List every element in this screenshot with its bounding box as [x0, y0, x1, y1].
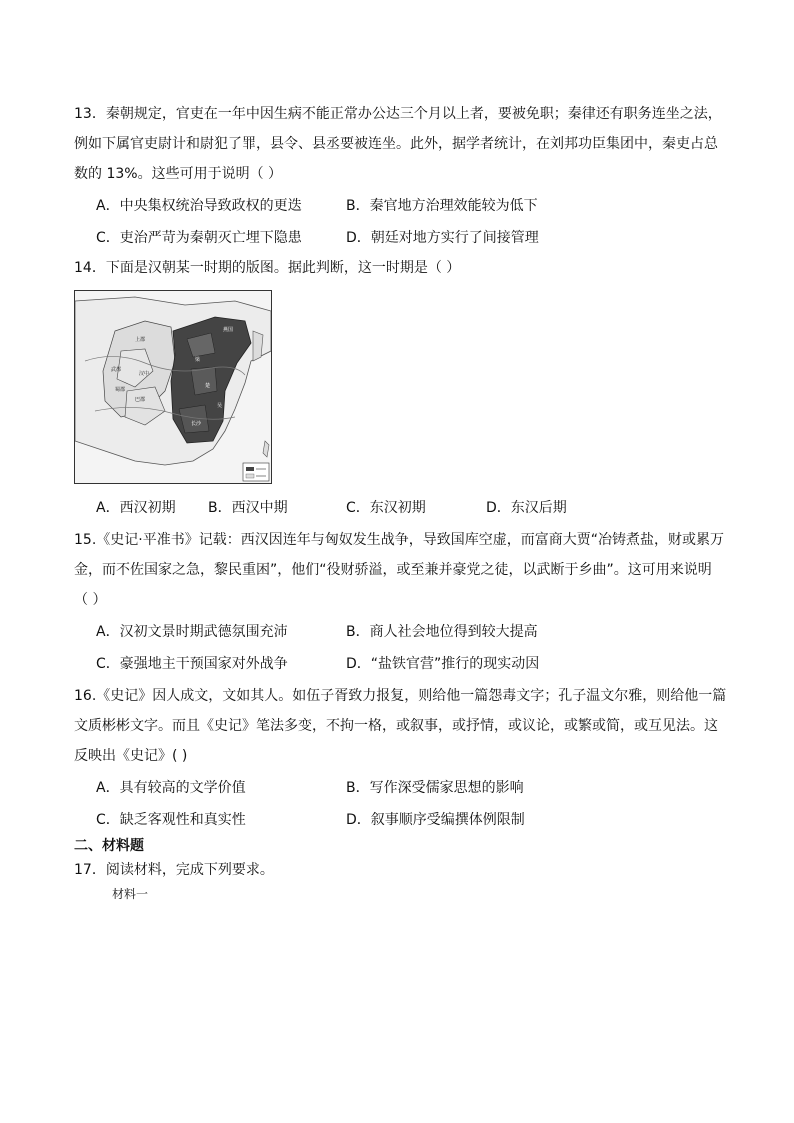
map-label-chu: 楚 [205, 383, 211, 389]
q14-stem: 14．下面是汉朝某一时期的版图。据此判断，这一时期是（ ） [74, 260, 461, 276]
q15-option-c: C．豪强地主干预国家对外战争 [96, 656, 288, 672]
map-label-wudu: 武都 [111, 367, 122, 373]
q13-option-a: A．中央集权统治导致政权的更迭 [96, 198, 302, 214]
section-heading: 二、材料题 [74, 838, 144, 854]
q13-option-c: C．吏治严苛为秦朝灭亡埋下隐患 [96, 230, 302, 246]
q17-stem: 17．阅读材料，完成下列要求。 [74, 862, 274, 878]
q15-line-3: （ ） [74, 592, 107, 608]
q14-option-b: B．西汉中期 [208, 500, 288, 516]
q15-line-1: 15.《史记·平准书》记载：西汉因连年与匈奴发生战争，导致国库空虚，而富商大贾“冶铸煮盐，财或累万 [74, 532, 724, 548]
q16-option-c: C．缺乏客观性和真实性 [96, 812, 246, 828]
q16-line-3: 反映出《史记》( ) [74, 748, 188, 764]
q14-option-c: C．东汉初期 [346, 500, 426, 516]
map-label-shujun: 蜀郡 [115, 387, 126, 393]
q16-option-b: B．写作深受儒家思想的影响 [346, 780, 524, 796]
q15-option-b: B．商人社会地位得到较大提高 [346, 624, 538, 640]
q13-option-b: B．秦官地方治理效能较为低下 [346, 198, 538, 214]
material-one-label: 材料一 [112, 887, 149, 901]
q16-option-d: D．叙事顺序受编撰体例限制 [346, 812, 525, 828]
q16-line-2: 文质彬彬文字。而且《史记》笔法多变，不拘一格，或叙事，或抒情，或议论，或繁或简，或互见法。这 [74, 718, 718, 734]
map-label-changsha: 长沙 [191, 421, 202, 427]
q15-option-a: A．汉初文景时期武德氛围充沛 [96, 624, 288, 640]
q16-option-a: A．具有较高的文学价值 [96, 780, 246, 796]
q13-line-2: 例如下属官吏尉计和尉犯了罪，县令、县丞要被连坐。此外，据学者统计，在刘邦功臣集团中，秦吏占总 [74, 136, 718, 152]
map-label-wu: 吴 [217, 403, 223, 409]
q13-line-1: 13．秦朝规定，官吏在一年中因生病不能正常办公达三个月以上者，要被免职；秦律还有职务连坐之法， [74, 106, 722, 122]
q15-option-d: D．“盐铁官营”推行的现实动因 [346, 656, 540, 672]
map-label-hanzhong: 汉中 [139, 371, 150, 377]
q13-option-d: D．朝廷对地方实行了间接管理 [346, 230, 539, 246]
q14-option-a: A．西汉初期 [96, 500, 176, 516]
q13-line-3: 数的 13%。这些可用于说明（ ） [74, 166, 283, 182]
map-label-bajun: 巴郡 [135, 397, 146, 403]
map-figure [75, 291, 271, 483]
map-label-liang: 梁 [195, 357, 201, 363]
q14-option-d: D．东汉后期 [486, 500, 567, 516]
map-label-shangjun: 上郡 [135, 337, 146, 343]
map-label-yan: 燕国 [223, 327, 234, 333]
q16-line-1: 16.《史记》因人成文，文如其人。如伍子胥致力报复，则给他一篇怨毒文字；孔子温文尔雅，则给他一篇 [74, 688, 727, 704]
han-dynasty-map [74, 290, 272, 484]
q15-line-2: 金，而不佐国家之急，黎民重困”，他们“役财骄溢，或至兼并豪党之徒，以武断于乡曲”。这可用来说明 [74, 562, 712, 578]
